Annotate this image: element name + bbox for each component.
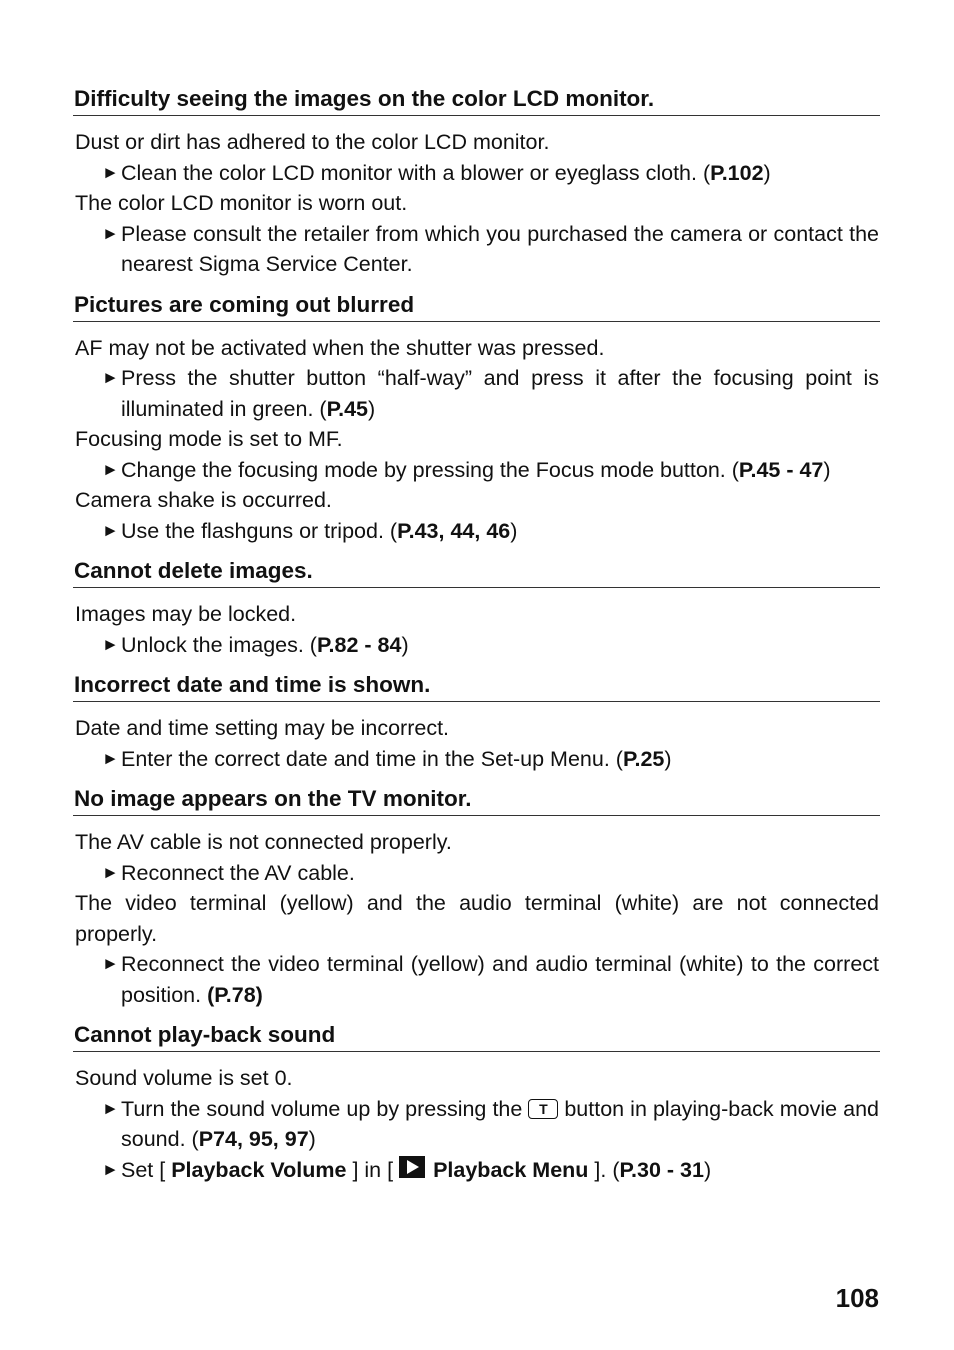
remedy-text: Change the focusing mode by pressing the Focus mode button. ( bbox=[121, 457, 739, 482]
remedy-item bbox=[75, 516, 879, 547]
remedy-item bbox=[75, 744, 879, 775]
remedy-text: Use the flashguns or tripod. ( bbox=[121, 518, 398, 543]
section-heading: No image appears on the TV monitor. bbox=[73, 784, 880, 816]
playback-menu-icon bbox=[399, 1156, 425, 1178]
remedy-text: Reconnect the video terminal (yellow) and audio terminal (white) to the correct position. bbox=[121, 952, 879, 1007]
arrow-right-icon: ► bbox=[102, 520, 119, 540]
remedy-item bbox=[75, 1094, 879, 1155]
remedy-text: Reconnect the AV cable. bbox=[121, 860, 355, 885]
remedy-end: ) bbox=[823, 457, 831, 482]
cause-text: Camera shake is occurred. bbox=[75, 488, 332, 512]
cause-text: Date and time setting may be incorrect. bbox=[75, 716, 450, 740]
remedy-text: ] in [ bbox=[346, 1157, 394, 1182]
remedy-text: Please consult the retailer from which you purchased the camera or contact the nearest Sigma Service Center. bbox=[121, 221, 879, 276]
page-reference: P74, 95, 97 bbox=[198, 1127, 309, 1151]
page-reference: P.30 - 31 bbox=[619, 1157, 704, 1182]
arrow-right-icon: ► bbox=[102, 1098, 119, 1118]
section-no-tv-image bbox=[75, 784, 879, 1010]
page-reference: P.45 - 47 bbox=[738, 457, 824, 482]
section-heading: Incorrect date and time is shown. bbox=[73, 670, 880, 702]
remedy-item bbox=[75, 455, 879, 486]
cause-text: The video terminal (yellow) and the audio terminal (white) are not connected properly. bbox=[75, 891, 879, 946]
arrow-right-icon: ► bbox=[102, 954, 119, 973]
section-heading: Cannot play-back sound bbox=[73, 1020, 880, 1052]
section-heading: Difficulty seeing the images on the color LCD monitor. bbox=[73, 84, 880, 116]
remedy-text: Clean the color LCD monitor with a blower or eyeglass cloth. ( bbox=[121, 160, 711, 185]
page-reference: P.45 bbox=[326, 396, 369, 421]
remedy-end: ) bbox=[664, 746, 672, 771]
arrow-right-icon: ► bbox=[102, 162, 119, 182]
remedy-text: Unlock the images. ( bbox=[121, 632, 317, 657]
section-incorrect-date bbox=[75, 670, 879, 774]
section-heading: Pictures are coming out blurred bbox=[73, 290, 880, 322]
cause-text: AF may not be activated when the shutter was pressed. bbox=[75, 335, 605, 360]
remedy-end: ) bbox=[703, 1157, 712, 1182]
remedy-item bbox=[75, 363, 879, 424]
remedy-end: ) bbox=[401, 632, 409, 657]
cause-text: Images may be locked. bbox=[75, 602, 297, 626]
troubleshooting-page bbox=[75, 84, 879, 1195]
arrow-right-icon: ► bbox=[102, 223, 119, 243]
section-cannot-delete bbox=[75, 556, 879, 660]
arrow-right-icon: ► bbox=[102, 368, 119, 387]
arrow-right-icon: ► bbox=[102, 634, 119, 654]
section-heading: Cannot delete images. bbox=[73, 556, 880, 588]
remedy-text: Set [ bbox=[121, 1157, 172, 1182]
remedy-item bbox=[75, 158, 879, 189]
remedy-end: ) bbox=[763, 160, 771, 185]
remedy-text: Turn the sound volume up by pressing the bbox=[121, 1096, 523, 1121]
page-reference: P.82 - 84 bbox=[316, 632, 402, 657]
arrow-right-icon: ► bbox=[102, 459, 119, 479]
cause-text: Sound volume is set 0. bbox=[75, 1066, 293, 1090]
section-lcd-visibility bbox=[75, 84, 879, 280]
cause-text: Focusing mode is set to MF. bbox=[75, 427, 343, 451]
remedy-text: ]. ( bbox=[588, 1157, 620, 1182]
remedy-text: Press the shutter button “half-way” and press it after the focusing point is illuminated in green. ( bbox=[121, 366, 879, 421]
cause-text: Dust or dirt has adhered to the color LCD monitor. bbox=[75, 130, 550, 154]
t-button-icon: T bbox=[528, 1099, 558, 1119]
remedy-item bbox=[75, 949, 879, 1010]
section-no-sound-playback bbox=[75, 1020, 879, 1185]
remedy-end: ) bbox=[368, 396, 376, 421]
page-reference: (P.78) bbox=[207, 982, 263, 1007]
remedy-end: ) bbox=[308, 1127, 316, 1151]
section-blurred-pictures bbox=[75, 290, 879, 547]
remedy-end: ) bbox=[510, 518, 518, 543]
page-reference: P.25 bbox=[622, 746, 665, 771]
remedy-item bbox=[75, 630, 879, 661]
remedy-item bbox=[75, 858, 879, 889]
cause-text: The color LCD monitor is worn out. bbox=[75, 191, 408, 215]
remedy-item bbox=[75, 219, 879, 280]
arrow-right-icon: ► bbox=[102, 862, 119, 882]
page-reference: P.102 bbox=[710, 160, 764, 185]
remedy-item bbox=[75, 1155, 879, 1186]
menu-item-name: Playback Volume bbox=[171, 1157, 347, 1182]
page-number: 108 bbox=[835, 1283, 879, 1313]
cause-text: The AV cable is not connected properly. bbox=[75, 830, 452, 854]
menu-name: Playback Menu bbox=[433, 1157, 589, 1182]
remedy-text: button in playing-back movie and sound. ( bbox=[121, 1096, 879, 1151]
arrow-right-icon: ► bbox=[102, 748, 119, 768]
remedy-text: Enter the correct date and time in the Set-up Menu. ( bbox=[121, 746, 623, 771]
arrow-right-icon: ► bbox=[102, 1159, 119, 1179]
page-reference: P.43, 44, 46 bbox=[397, 518, 511, 543]
